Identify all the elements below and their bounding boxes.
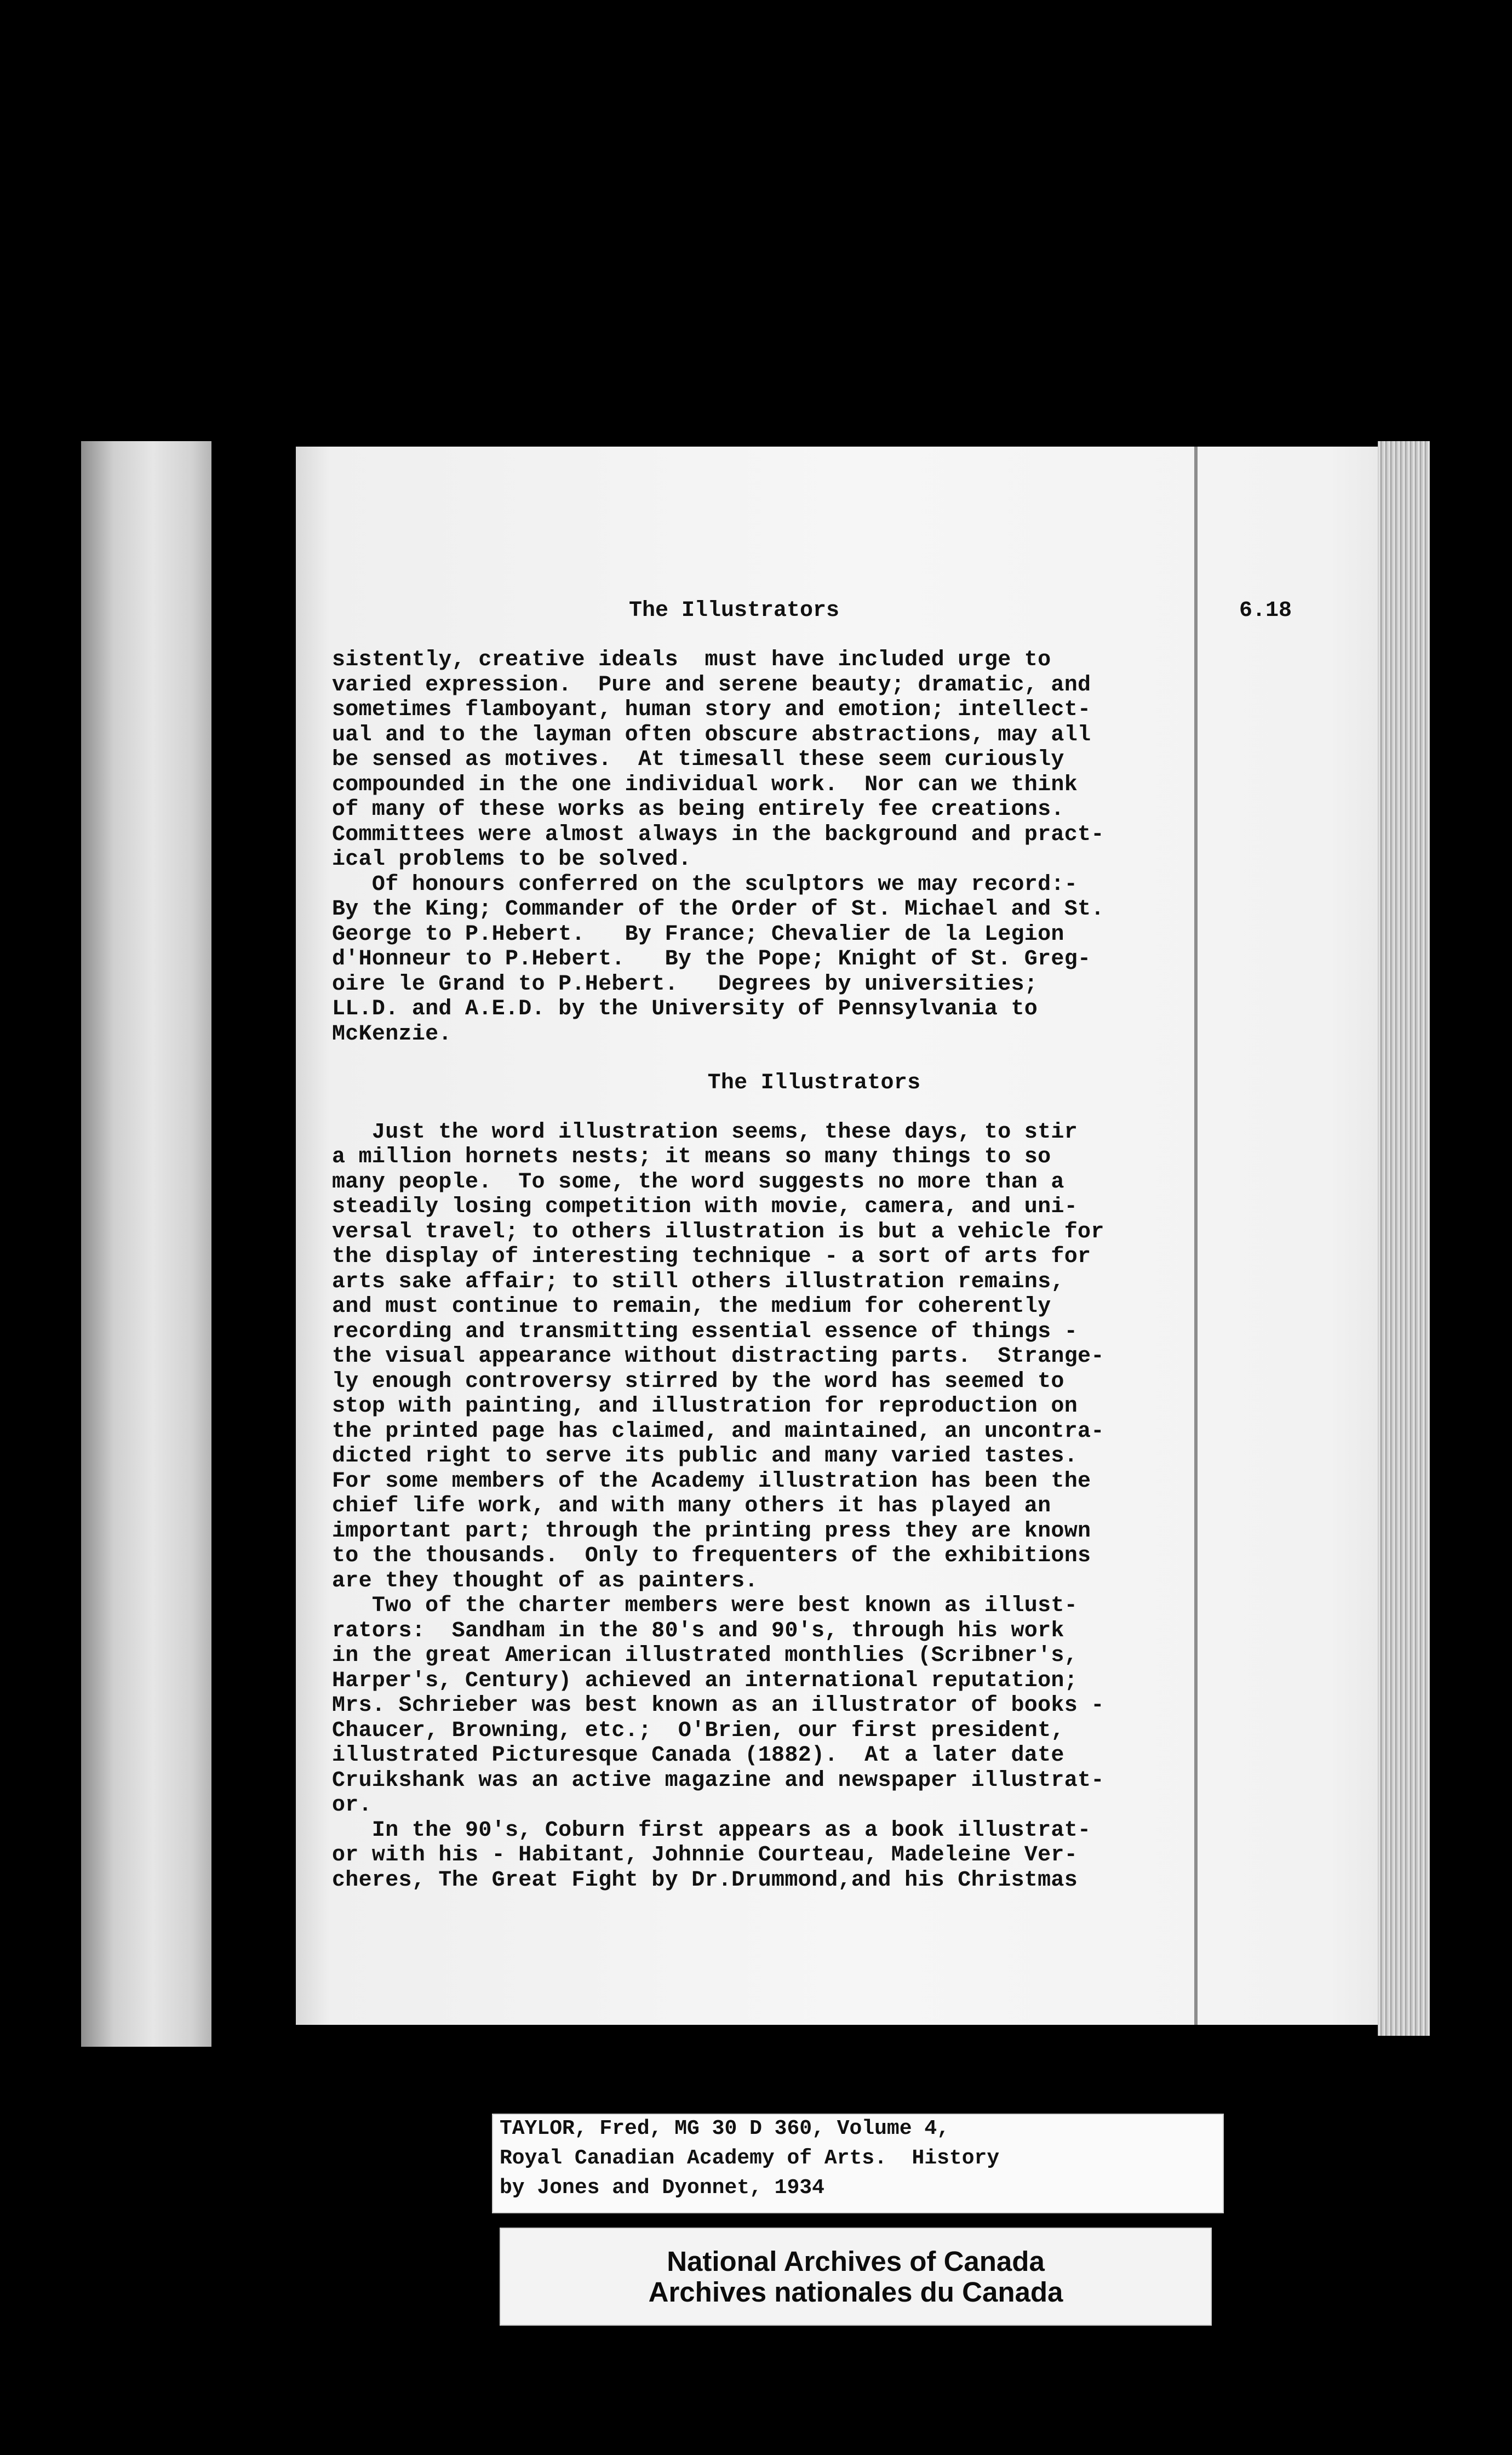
text-line: to the thousands. Only to frequenters of the exhibitions: [332, 1544, 1091, 1568]
text-line: ical problems to be solved.: [332, 847, 692, 872]
text-line: sometimes flamboyant, human story and emotion; intellect-: [332, 698, 1091, 722]
text-line: Committees were almost always in the background and pract-: [332, 822, 1104, 847]
text-line: and must continue to remain, the medium for coherently: [332, 1294, 1051, 1319]
text-line: the printed page has claimed, and maintained, an uncontra-: [332, 1419, 1104, 1444]
left-facing-page: [81, 441, 211, 2047]
text-line: compounded in the one individual work. Nor can we think: [332, 772, 1078, 797]
text-line: cheres, The Great Fight by Dr.Drummond,and his Christmas: [332, 1868, 1078, 1893]
paragraph-block-illustrators: [332, 1120, 1209, 1893]
archive-name-fr: Archives nationales du Canada: [648, 2276, 1063, 2308]
text-line: the visual appearance without distracting parts. Strange-: [332, 1344, 1104, 1369]
text-line: Harper's, Century) achieved an international reputation;: [332, 1668, 1078, 1693]
body-text: [332, 648, 1209, 1893]
archive-stamp-card: [500, 2228, 1212, 2326]
label-line: Royal Canadian Academy of Arts. History: [500, 2146, 1000, 2170]
text-line: of many of these works as being entirely fee creations.: [332, 797, 1064, 822]
text-line: recording and transmitting essential essence of things -: [332, 1319, 1078, 1344]
text-line: the display of interesting technique - a sort of arts for: [332, 1244, 1091, 1269]
text-line: many people. To some, the word suggests no more than a: [332, 1169, 1064, 1195]
page-number: 6.18: [1239, 598, 1292, 623]
running-title: The Illustrators: [629, 598, 840, 623]
text-line: oire le Grand to P.Hebert. Degrees by universities;: [332, 972, 1038, 997]
archive-name-en: National Archives of Canada: [667, 2246, 1045, 2277]
text-line: a million hornets nests; it means so many things to so: [332, 1145, 1051, 1169]
text-line: rators: Sandham in the 80's and 90's, through his work: [332, 1618, 1064, 1643]
text-line: chief life work, and with many others it has played an: [332, 1494, 1051, 1518]
text-line: arts sake affair; to still others illustration remains,: [332, 1269, 1064, 1294]
paragraph-block-sculptors: [332, 648, 1209, 1047]
text-line: dicted right to serve its public and many varied tastes.: [332, 1444, 1078, 1469]
text-line: in the great American illustrated monthlies (Scribner's,: [332, 1643, 1078, 1668]
reference-label-card: [492, 2114, 1224, 2213]
text-line: George to P.Hebert. By France; Chevalier de la Legion: [332, 922, 1064, 947]
label-line: TAYLOR, Fred, MG 30 D 360, Volume 4,: [500, 2117, 949, 2140]
text-line: Mrs. Schrieber was best known as an illustrator of books -: [332, 1693, 1104, 1718]
text-line: In the 90's, Coburn first appears as a book illustrat-: [332, 1818, 1091, 1843]
text-line: By the King; Commander of the Order of St. Michael and St.: [332, 897, 1104, 922]
label-line: by Jones and Dyonnet, 1934: [500, 2176, 824, 2200]
text-line: sistently, creative ideals must have included urge to: [332, 648, 1051, 672]
text-line: ly enough controversy stirred by the word has seemed to: [332, 1369, 1064, 1394]
text-line: Just the word illustration seems, these days, to stir: [332, 1120, 1078, 1145]
text-line: For some members of the Academy illustration has been the: [332, 1469, 1091, 1494]
section-heading: The Illustrators: [707, 1071, 921, 1095]
text-line: are they thought of as painters.: [332, 1568, 758, 1594]
text-line: Of honours conferred on the sculptors we may record:-: [332, 872, 1078, 897]
text-line: d'Honneur to P.Hebert. By the Pope; Knight of St. Greg-: [332, 947, 1091, 972]
text-line: Two of the charter members were best known as illust-: [332, 1594, 1078, 1618]
text-line: Cruikshank was an active magazine and newspaper illustrat-: [332, 1768, 1104, 1793]
text-line: LL.D. and A.E.D. by the University of Pennsylvania to: [332, 997, 1038, 1021]
text-line: McKenzie.: [332, 1021, 452, 1047]
text-line: ual and to the layman often obscure abstractions, may all: [332, 722, 1091, 747]
text-line: be sensed as motives. At timesall these seem curiously: [332, 747, 1064, 772]
page-stack-edges: [1378, 441, 1430, 2036]
text-line: illustrated Picturesque Canada (1882). At a later date: [332, 1743, 1064, 1768]
text-line: or with his - Habitant, Johnnie Courteau, Madeleine Ver-: [332, 1843, 1078, 1868]
text-line: versal travel; to others illustration is but a vehicle for: [332, 1219, 1104, 1244]
text-line: varied expression. Pure and serene beauty; dramatic, and: [332, 672, 1091, 698]
text-line: stop with painting, and illustration for reproduction on: [332, 1394, 1078, 1419]
text-line: important part; through the printing press they are known: [332, 1518, 1091, 1544]
page-header: [0, 598, 1512, 624]
text-line: or.: [332, 1793, 372, 1818]
text-line: steadily losing competition with movie, camera, and uni-: [332, 1195, 1078, 1219]
text-line: Chaucer, Browning, etc.; O'Brien, our first president,: [332, 1718, 1064, 1743]
